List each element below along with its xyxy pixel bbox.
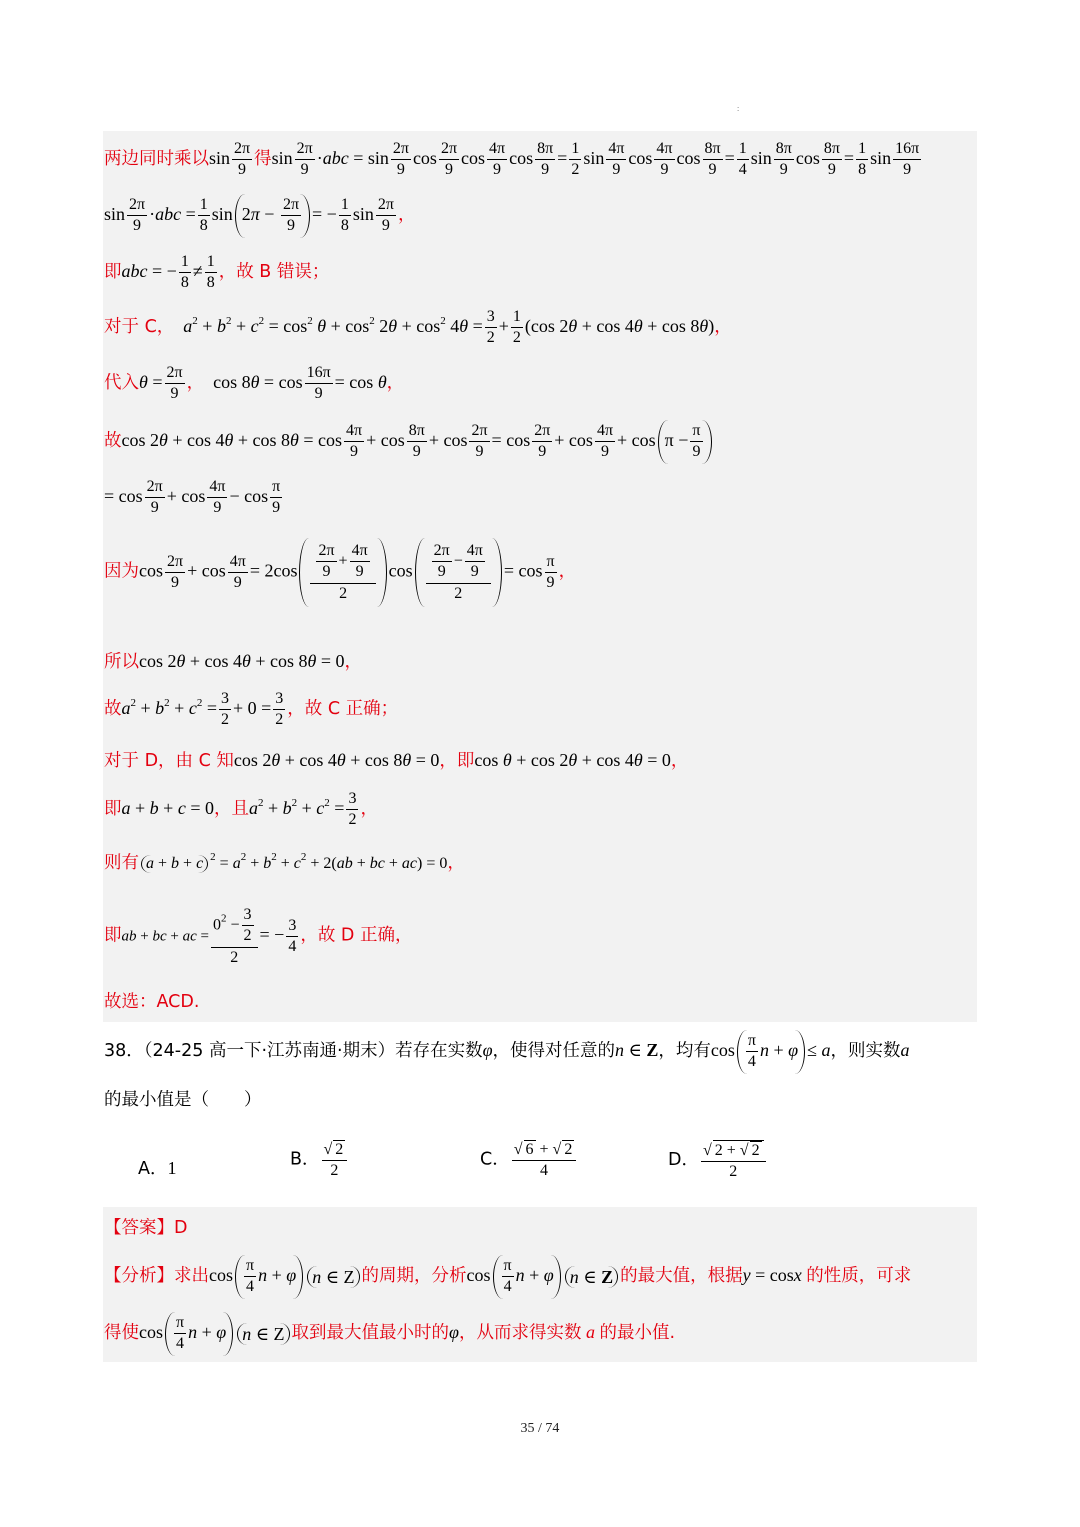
answer-line: 【答案】D: [104, 1218, 188, 1238]
option-b[interactable]: B． $\frac{√ 2}{2}$: [290, 1140, 349, 1181]
question-38-line-1: 38．（24-25 高一下·江苏南通·期末）若存在实数φ，使得对任意的n ∈ Z，均有cos $\frac{\pi}{4}$ n + φ ≤ a，则实数a: [104, 1030, 909, 1074]
question-38-line-2: 的最小值是（ ）: [104, 1090, 262, 1110]
page-number: 35 / 74: [520, 1421, 560, 1436]
solution-line-2: sin $\frac{2\pi}{9}$ ·abc = $\frac{1}{8}$ sin 2π − $\frac{2\pi}{9}$ = − $\frac{1}{8}$ sin $\frac{2\pi}{9}$ ，: [104, 194, 415, 238]
analysis-line-2: 得使cos $\frac{\pi}{4}$ n + φ n ∈ Z 取到最大值最小时的φ，从而求得实数 a 的最小值.: [104, 1312, 675, 1356]
header-mark: :: [737, 104, 740, 113]
solution-line-4: 对于 C， $a^2 + b^2 + c^2 = \cos^2 \theta + \cos^2 2\theta + \cos^2 4\theta$ = $\frac{3}{2}$ + $\frac{1}{2}$ (cos 2θ + cos 4θ + cos 8θ)，: [104, 308, 732, 347]
solution-line-1: 两边同时乘以sin $\frac{2\pi}{9}$ 得sin $\frac{2\pi}{9}$ ·abc = sin $\frac{2\pi}{9}$ cos $\frac{2\pi}{9}$ cos $\frac{4\pi}{9}$ cos $\frac{8\pi}{9}$ = $\frac{1}{2}$ sin $\frac{4\pi}{9}$ cos $\frac{4\pi}{9}$ cos $\frac{8\pi}{9}$ = $\frac{1}{4}$ sin $\frac{8\pi}{9}$ cos $\frac{8\pi}{9}$ = $\frac{1}{8}$ sin $\frac{16\pi}{9}$: [104, 140, 920, 179]
solution-line-6: 故cos 2θ + cos 4θ + cos 8θ = cos $\frac{4\pi}{9}$ + cos $\frac{8\pi}{9}$ + cos $\frac{2\pi}{9}$ = cos $\frac{2\pi}{9}$ + cos $\frac{4\pi}{9}$ + cos π − $\frac{\pi}{9}$: [104, 420, 714, 464]
solution-line-7: = cos $\frac{2\pi}{9}$ + cos $\frac{4\pi}{9}$ − cos $\frac{\pi}{9}$: [104, 478, 281, 517]
solution-line-11: 对于 D，由 C 知cos 2θ + cos 4θ + cos 8θ = 0，即cos θ + cos 2θ + cos 4θ = 0，: [104, 750, 689, 771]
solution-final: 故选：ACD.: [104, 992, 200, 1012]
option-d[interactable]: D． $\frac{√ 2 + √ 2}{2}$: [668, 1140, 768, 1182]
solution-line-14: 即ab + bc + ac = $0^2$ − $\frac{3}{2}$ 2 = − $\frac{3}{4}$ ，故 D 正确，: [104, 906, 413, 966]
analysis-line-1: 【分析】求出cos $\frac{\pi}{4}$ n + φ n ∈ Z 的周期，分析cos $\frac{\pi}{4}$ n + φ n ∈ Z 的最大值，根据y = cosx 的性质，可求: [104, 1255, 911, 1299]
solution-line-13: 则有 a + b + c $^2 = a^2 + b^2 + c^2 + 2(ab$ + bc + ac) = 0，: [104, 851, 465, 873]
solution-line-10: 故$a^2 + b^2 + c^2$ = $\frac{3}{2}$ + 0 = $\frac{3}{2}$ ，故 C 正确；: [104, 690, 399, 729]
option-a[interactable]: A．1: [138, 1158, 177, 1179]
solution-line-12: 即a + b + c = 0，且$a^2 + b^2 + c^2$ = $\frac{3}{2}$ ，: [104, 790, 378, 829]
solution-line-9: 所以cos 2θ + cos 4θ + cos 8θ = 0，: [104, 651, 362, 672]
option-c[interactable]: C． $\frac{√ 6 + √ 2}{4}$: [480, 1140, 578, 1181]
solution-line-8: 因为cos $\frac{2\pi}{9}$ + cos $\frac{4\pi}{9}$ = 2cos $\frac{2\pi}{9}$ + $\frac{4\pi}{9}$ 2 cos $\frac{2\pi}{9}$ − $\frac{4\pi}{9}$ 2 = cos $\frac{\pi}{9}$ ，: [104, 538, 576, 607]
solution-line-3: 即abc = − $\frac{1}{8}$ ≠ $\frac{1}{8}$ ，故 B 错误；: [104, 253, 330, 292]
solution-line-5: 代入θ = $\frac{2\pi}{9}$ ， cos 8θ = cos $\frac{16\pi}{9}$ = cos θ，: [104, 364, 405, 403]
